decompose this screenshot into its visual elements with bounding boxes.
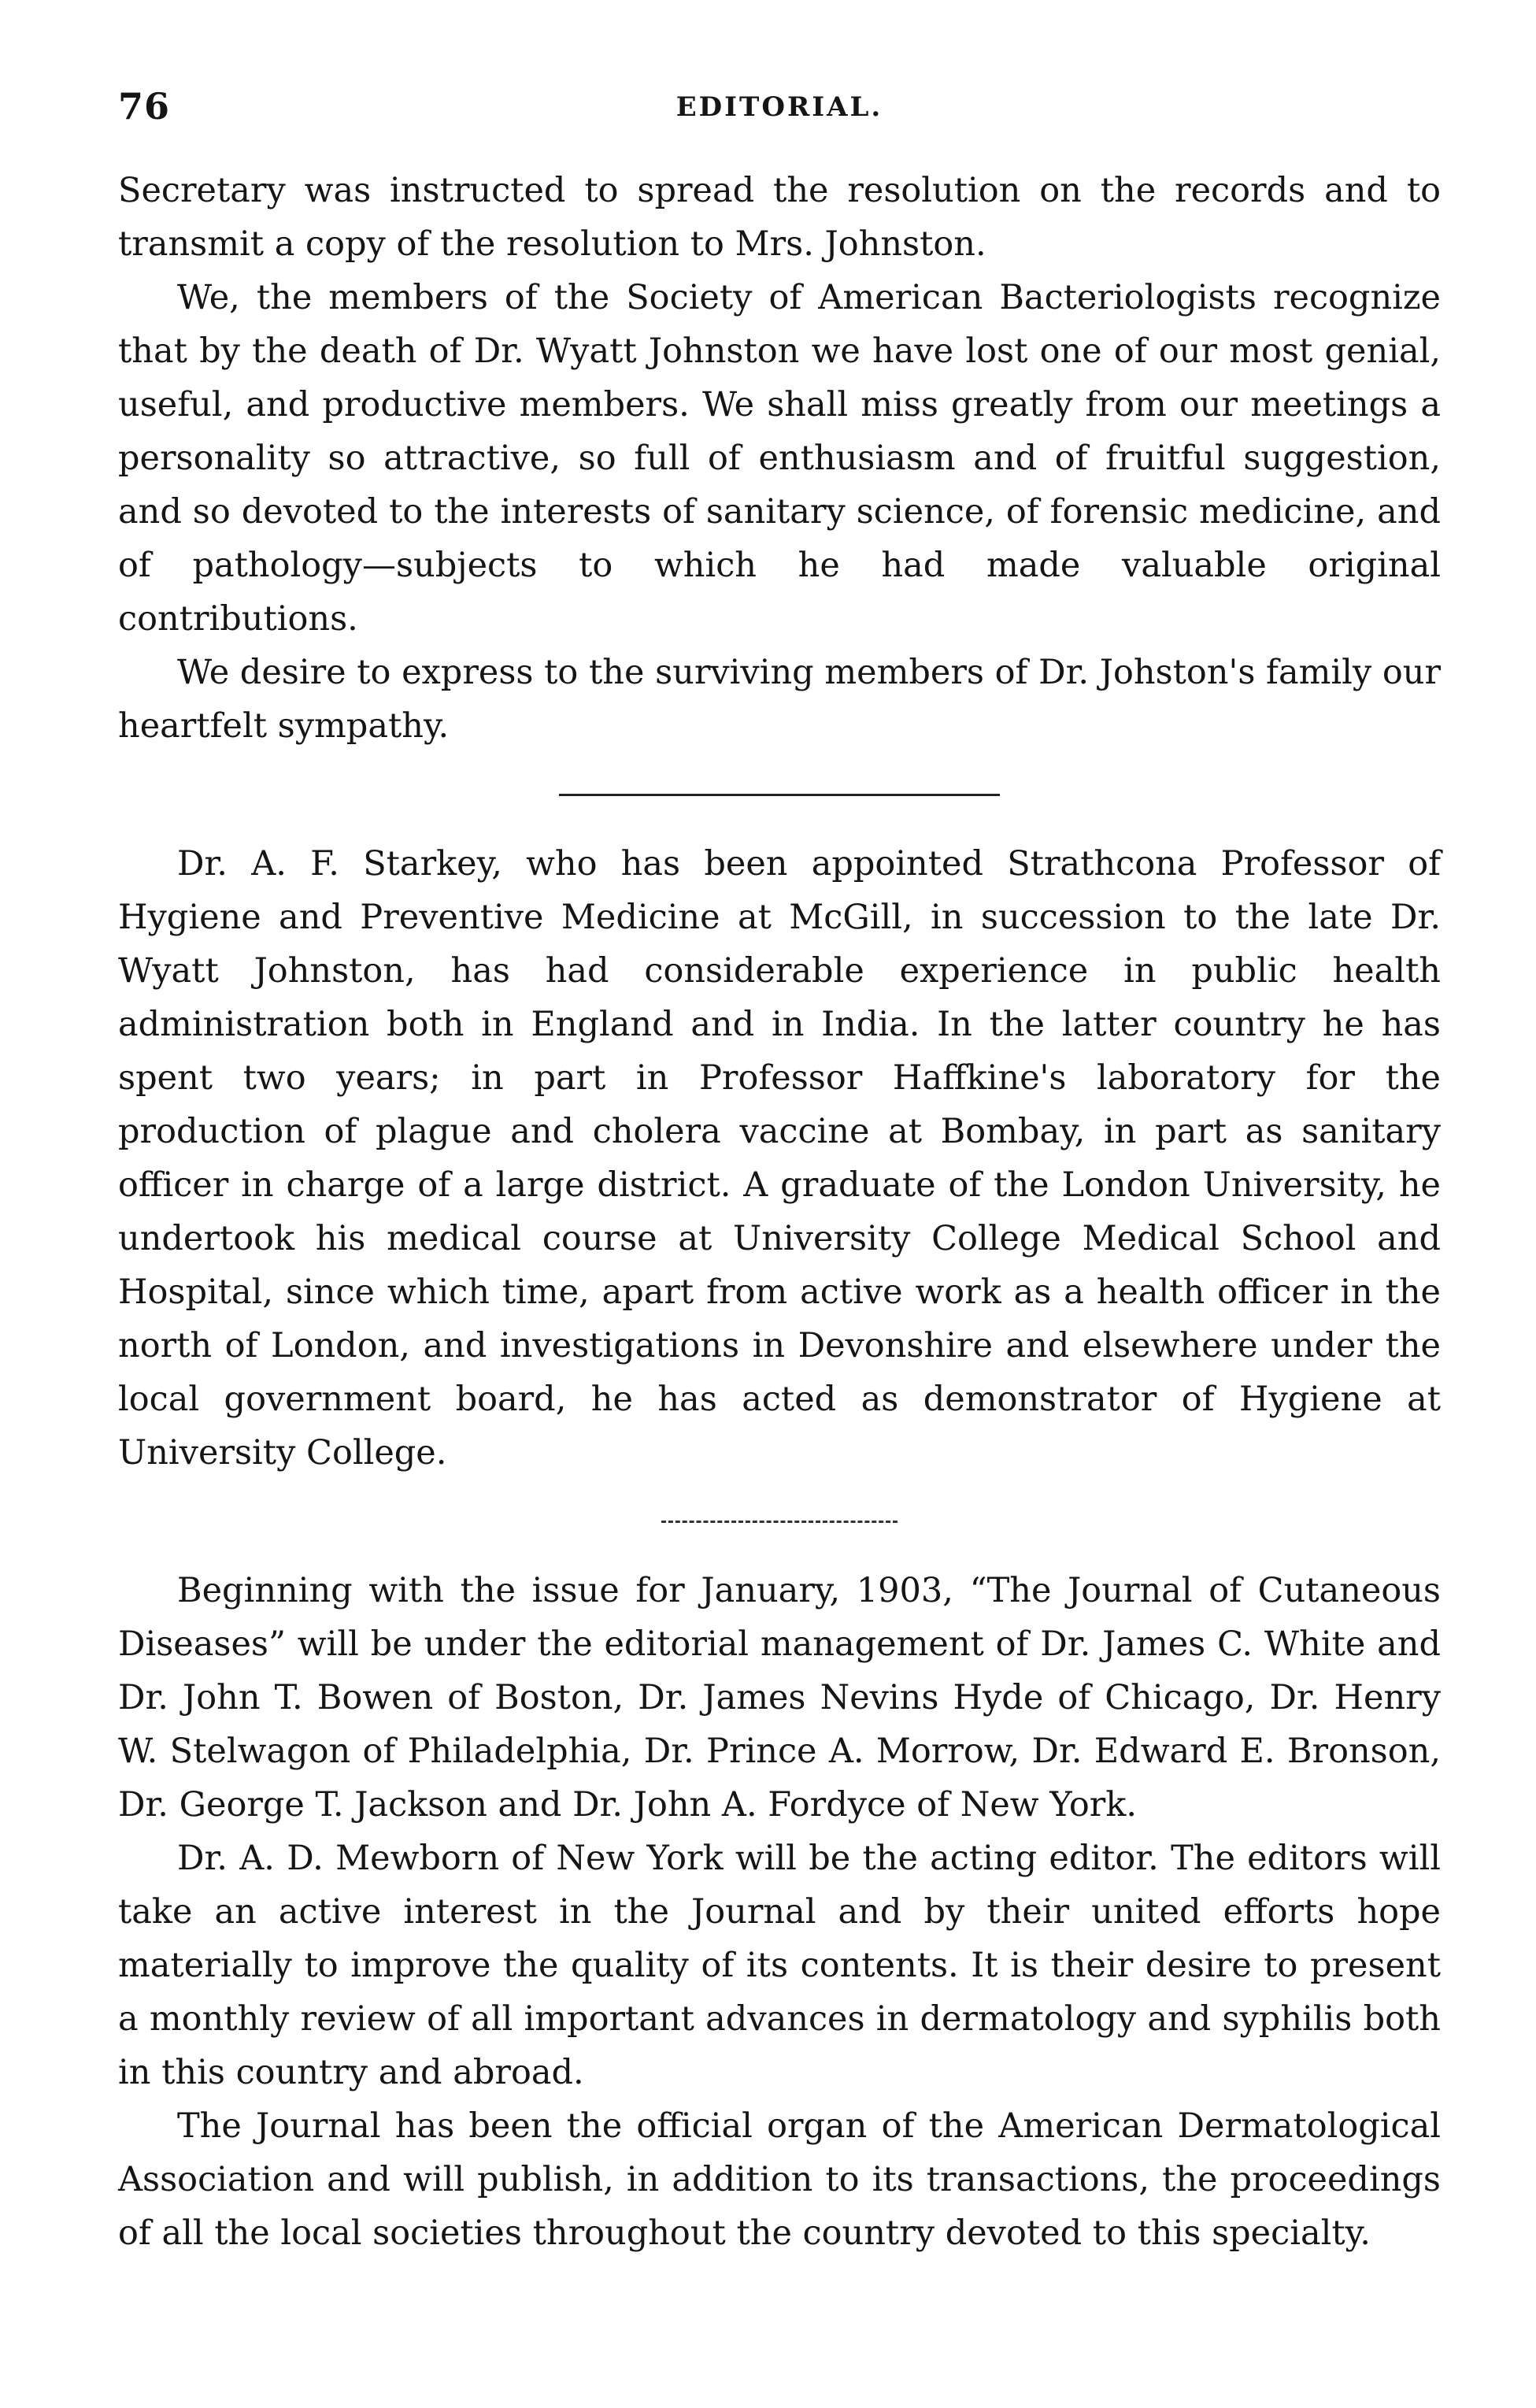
page-number: 76 bbox=[118, 85, 171, 128]
paragraph: Beginning with the issue for January, 1903, “The Journal of Cutaneous Diseases” will be under the editorial management of Dr. James C. White and Dr. John T. Bowen of Boston, Dr. James Nevins Hyde of Chicago, Dr. Henry W. Stelwagon of Philadelphia, Dr. Prince A. Morrow, Dr. Edward E. Bronson, Dr. George T. Jackson and Dr. John A. Fordyce of New York. bbox=[118, 1571, 1441, 1825]
resolution-section bbox=[118, 164, 1441, 753]
section-divider bbox=[559, 794, 1000, 796]
starkey-section bbox=[118, 837, 1441, 1480]
paragraph: Dr. A. F. Starkey, who has been appointed Strathcona Professor of Hygiene and Preventive Medicine at McGill, in succession to the late Dr. Wyatt Johnston, has had considerable experience in public health administration both in England and in India. In the latter country he has spent two years; in part in Professor Haffkine's laboratory for the production of plague and cholera vaccine at Bombay, in part as sanitary officer in charge of a large district. A graduate of the London University, he undertook his medical course at University College Medical School and Hospital, since which time, apart from active work as a health officer in the north of London, and investigations in Devonshire and elsewhere under the local government board, he has acted as demonstrator of Hygiene at University College. bbox=[118, 844, 1441, 1473]
paragraph: Dr. A. D. Mewborn of New York will be the acting editor. The editors will take an active interest in the Journal and by their united efforts hope materially to improve the quality of its contents. It is their desire to present a monthly review of all important advances in dermatology and syphilis both in this country and abroad. bbox=[118, 1839, 1441, 2092]
section-divider bbox=[661, 1521, 898, 1523]
paragraph: The Journal has been the official organ of the American Dermatological Association and will publish, in addition to its transactions, the proceedings of all the local societies throughout the country devoted to this specialty. bbox=[118, 2106, 1441, 2253]
paragraph: We, the members of the Society of American Bacteriologists recognize that by the death of Dr. Wyatt Johnston we have lost one of our most genial, useful, and productive members. We shall miss greatly from our meetings a personality so attractive, so full of enthusiasm and of fruitful suggestion, and so devoted to the interests of sanitary science, of forensic medicine, and of pathology—subjects to which he had made valuable original contributions. bbox=[118, 278, 1441, 639]
journal-section bbox=[118, 1564, 1441, 2260]
document-page bbox=[118, 85, 1441, 2260]
section-title: EDITORIAL. bbox=[675, 91, 883, 123]
running-head bbox=[118, 85, 1441, 129]
paragraph: We desire to express to the surviving members of Dr. Johston's family our heartfelt sympathy. bbox=[118, 653, 1441, 746]
paragraph: Secretary was instructed to spread the resolution on the records and to transmit a copy of the resolution to Mrs. Johnston. bbox=[118, 171, 1441, 264]
